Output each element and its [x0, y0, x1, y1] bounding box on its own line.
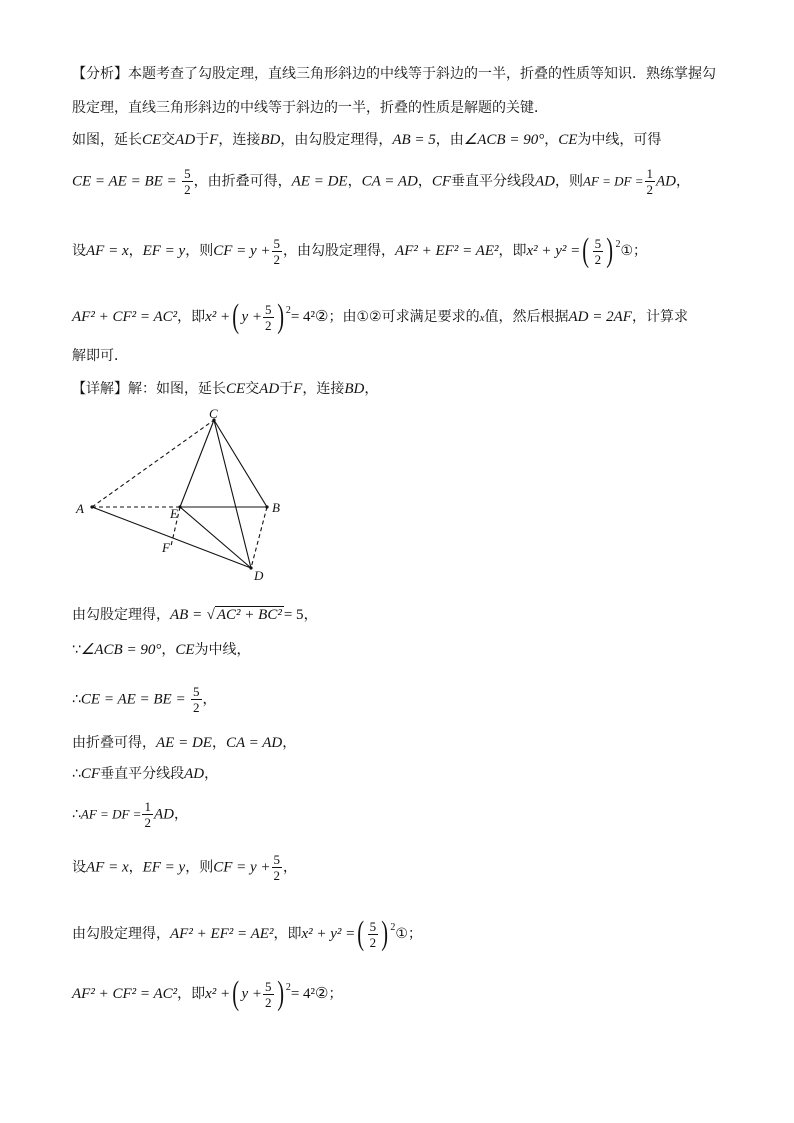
numerator: 5 [265, 301, 272, 317]
analysis-text: 本题考查了勾股定理，直线三角形斜边的中线等于斜边的一半，折叠的性质等知识．熟练掌握勾 [128, 66, 716, 82]
text: 由勾股定理得， [72, 607, 170, 623]
left-paren: ( [357, 915, 365, 952]
math: EF = y [142, 859, 186, 876]
text: ， [417, 173, 432, 190]
math: AE = DE [156, 735, 212, 751]
text: 值，然后根据 [484, 309, 569, 325]
numerator: 5 [369, 918, 377, 934]
analysis-line-3 [72, 130, 661, 150]
text: ； [328, 986, 343, 1002]
text: ，连接 [218, 132, 261, 148]
detail-line-1 [72, 379, 378, 399]
radicand: AC² + BC² [216, 607, 282, 623]
math: = 5 [283, 607, 304, 623]
math: AD [535, 173, 555, 190]
numerator: 5 [273, 852, 281, 867]
segment-ce [180, 420, 214, 507]
math: CE [226, 381, 246, 397]
segment-cb [214, 420, 267, 507]
numerator: 1 [646, 166, 654, 181]
text: ， [676, 173, 691, 190]
text: ， [161, 642, 176, 658]
text: ，由折叠可得， [193, 173, 292, 190]
detail-step-7 [72, 852, 297, 883]
math: x² + [205, 986, 231, 1002]
text: 垂直平分线段 [100, 766, 185, 782]
math: CF [431, 173, 451, 190]
analysis-line-5 [72, 234, 647, 268]
text: ， [128, 859, 143, 876]
math: x² + [205, 309, 231, 325]
text: ①； [620, 243, 648, 259]
math: BD [260, 132, 281, 148]
text: 为中线，可得 [577, 132, 662, 148]
math: ∠ACB = 90° [80, 642, 162, 658]
text: 由勾股定理得， [72, 926, 170, 942]
text: ，即 [177, 309, 206, 325]
text: ∴ [72, 806, 81, 823]
text: ， [282, 735, 297, 751]
math: CE [175, 642, 195, 658]
text: ∴ [72, 691, 81, 708]
math: AD [656, 173, 677, 190]
analysis-line-4 [72, 166, 690, 197]
math: AF² + EF² = AE² [395, 243, 499, 259]
right-paren: ) [276, 298, 284, 335]
detail-step-3 [72, 684, 217, 715]
left-paren: ( [582, 232, 590, 269]
left-paren: ( [232, 298, 240, 335]
text: 交 [161, 132, 176, 148]
math: F [293, 381, 303, 397]
math: CE [558, 132, 578, 148]
fraction-five-halves [272, 852, 283, 883]
text: ，由 [435, 132, 464, 148]
denominator: 2 [265, 994, 272, 1010]
text: ， [544, 132, 559, 148]
exponent: 2 [615, 239, 621, 250]
math: AF = DF = [80, 806, 142, 822]
math: ∠ACB = 90° [463, 132, 545, 148]
text: ∵ [72, 642, 81, 658]
label-c: C [209, 408, 218, 421]
text: ，则 [185, 243, 214, 259]
math: CA = AD [361, 173, 418, 190]
text: ， [211, 735, 226, 751]
square-root: √ AC² + BC² [206, 607, 282, 623]
text: 设 [72, 859, 86, 876]
math: CE = AE = BE = [80, 691, 186, 708]
fraction-five-halves [272, 236, 283, 267]
detail-step-9 [72, 977, 343, 1011]
text: ， [202, 691, 217, 708]
math: F [209, 132, 219, 148]
text: 解即可． [72, 348, 128, 364]
math: AD [184, 766, 205, 782]
exponent: 2 [390, 922, 396, 933]
text: 设 [72, 243, 86, 259]
math: = 4²② [290, 309, 329, 325]
text: 交 [245, 381, 260, 397]
text: ，则 [185, 859, 214, 876]
math: BD [344, 381, 365, 397]
math: EF = y [142, 243, 186, 259]
text: 垂直平分线段 [451, 173, 535, 190]
detail-tag: 【详解】 [72, 381, 128, 397]
fraction-five-halves [263, 302, 274, 333]
right-paren: ) [276, 975, 284, 1012]
denominator: 2 [273, 251, 281, 267]
denominator: 2 [369, 934, 377, 950]
exponent: 2 [285, 305, 291, 316]
detail-step-6 [72, 799, 188, 830]
analysis-text: 股定理，直线三角形斜边的中线等于斜边的一半，折叠的性质是解题的关键． [72, 100, 548, 116]
math: y + [241, 309, 263, 325]
math: AB = [170, 607, 203, 623]
fraction-one-half [142, 799, 153, 830]
label-a: A [76, 501, 84, 516]
fraction-five-halves [191, 684, 202, 715]
text: ，即 [177, 986, 206, 1002]
detail-step-2 [72, 640, 251, 660]
analysis-line-1 [72, 64, 716, 84]
detail-step-1 [72, 605, 318, 625]
math: x² + y² = [301, 926, 356, 942]
segment-bd [251, 507, 267, 568]
fraction-one-half [645, 166, 656, 197]
numerator: 5 [265, 978, 272, 994]
label-f: F [162, 540, 170, 555]
denominator: 2 [193, 700, 200, 715]
text: ①； [395, 926, 422, 942]
text: ，由勾股定理得， [283, 243, 396, 259]
label-b: B [272, 500, 280, 515]
exponent: 2 [285, 982, 291, 993]
math: y + [241, 986, 263, 1002]
text: ，计算求 [631, 309, 688, 325]
text: 由折叠可得， [72, 735, 156, 751]
math: CE = AE = BE = [72, 173, 177, 190]
fraction-five-halves [182, 166, 193, 197]
math: AF² + CF² = AC² [72, 309, 178, 325]
detail-step-4 [72, 733, 296, 753]
text: 解：如图，延长 [128, 381, 226, 397]
numerator: 5 [184, 166, 191, 181]
analysis-line-7 [72, 346, 128, 366]
math: AB = 5 [392, 132, 436, 148]
math: AF² + CF² = AC² [72, 986, 178, 1002]
segment-ed [180, 507, 251, 568]
label-d: D [254, 568, 264, 583]
text: ， [204, 766, 219, 782]
denominator: 2 [265, 317, 272, 333]
left-paren: ( [232, 975, 240, 1012]
text: 为中线， [194, 642, 251, 658]
numerator: 1 [144, 799, 151, 814]
math: AD = 2AF [568, 309, 632, 325]
math: CF = y + [213, 243, 271, 259]
denominator: 2 [184, 182, 191, 197]
math: AD [259, 381, 280, 397]
detail-step-8 [72, 917, 422, 951]
math: CF [80, 766, 101, 782]
denominator: 2 [594, 251, 602, 267]
detail-step-5 [72, 764, 218, 784]
math: x [479, 312, 485, 324]
math: CE [142, 132, 162, 148]
text: ， [173, 806, 188, 823]
text: ，连接 [302, 381, 345, 397]
geometry-figure [66, 408, 296, 583]
denominator: 2 [144, 815, 151, 830]
text: ，即 [498, 243, 527, 259]
text: 于 [195, 132, 210, 148]
right-paren: ) [381, 915, 389, 952]
segment-ac [92, 420, 214, 507]
math: CF = y + [213, 859, 271, 876]
text: ，由勾股定理得， [280, 132, 393, 148]
text: ；由①②可求满足要求的 [328, 309, 480, 325]
text: 于 [279, 381, 294, 397]
math: = 4²② [290, 986, 329, 1002]
text: ， [303, 607, 318, 623]
text: ， [364, 381, 379, 397]
denominator: 2 [646, 182, 654, 197]
math: AD [153, 806, 174, 823]
fraction-five-halves [263, 979, 274, 1010]
text: ，即 [273, 926, 302, 942]
math: AD [175, 132, 196, 148]
fraction-five-halves [593, 236, 604, 267]
analysis-line-6 [72, 300, 688, 334]
text: ， [283, 859, 298, 876]
math: AF = x [86, 243, 129, 259]
text: ，则 [555, 173, 583, 190]
text: ， [128, 243, 143, 259]
math: AF = x [86, 859, 129, 876]
analysis-line-2 [72, 98, 548, 118]
segment-cd [214, 420, 251, 568]
math: AF = DF = [583, 173, 644, 189]
numerator: 5 [273, 235, 281, 251]
math: AF² + EF² = AE² [170, 926, 274, 942]
math: AE = DE [291, 173, 348, 190]
analysis-tag: 【分析】 [72, 66, 128, 82]
fraction-five-halves [368, 919, 379, 950]
numerator: 5 [594, 235, 602, 251]
text: 如图，延长 [72, 132, 142, 148]
math: CA = AD [225, 735, 283, 751]
label-e: E [170, 506, 178, 521]
math: x² + y² = [526, 243, 581, 259]
numerator: 5 [193, 684, 200, 699]
right-paren: ) [606, 232, 614, 269]
text: ， [347, 173, 362, 190]
text: ∴ [72, 766, 81, 782]
denominator: 2 [273, 868, 281, 883]
